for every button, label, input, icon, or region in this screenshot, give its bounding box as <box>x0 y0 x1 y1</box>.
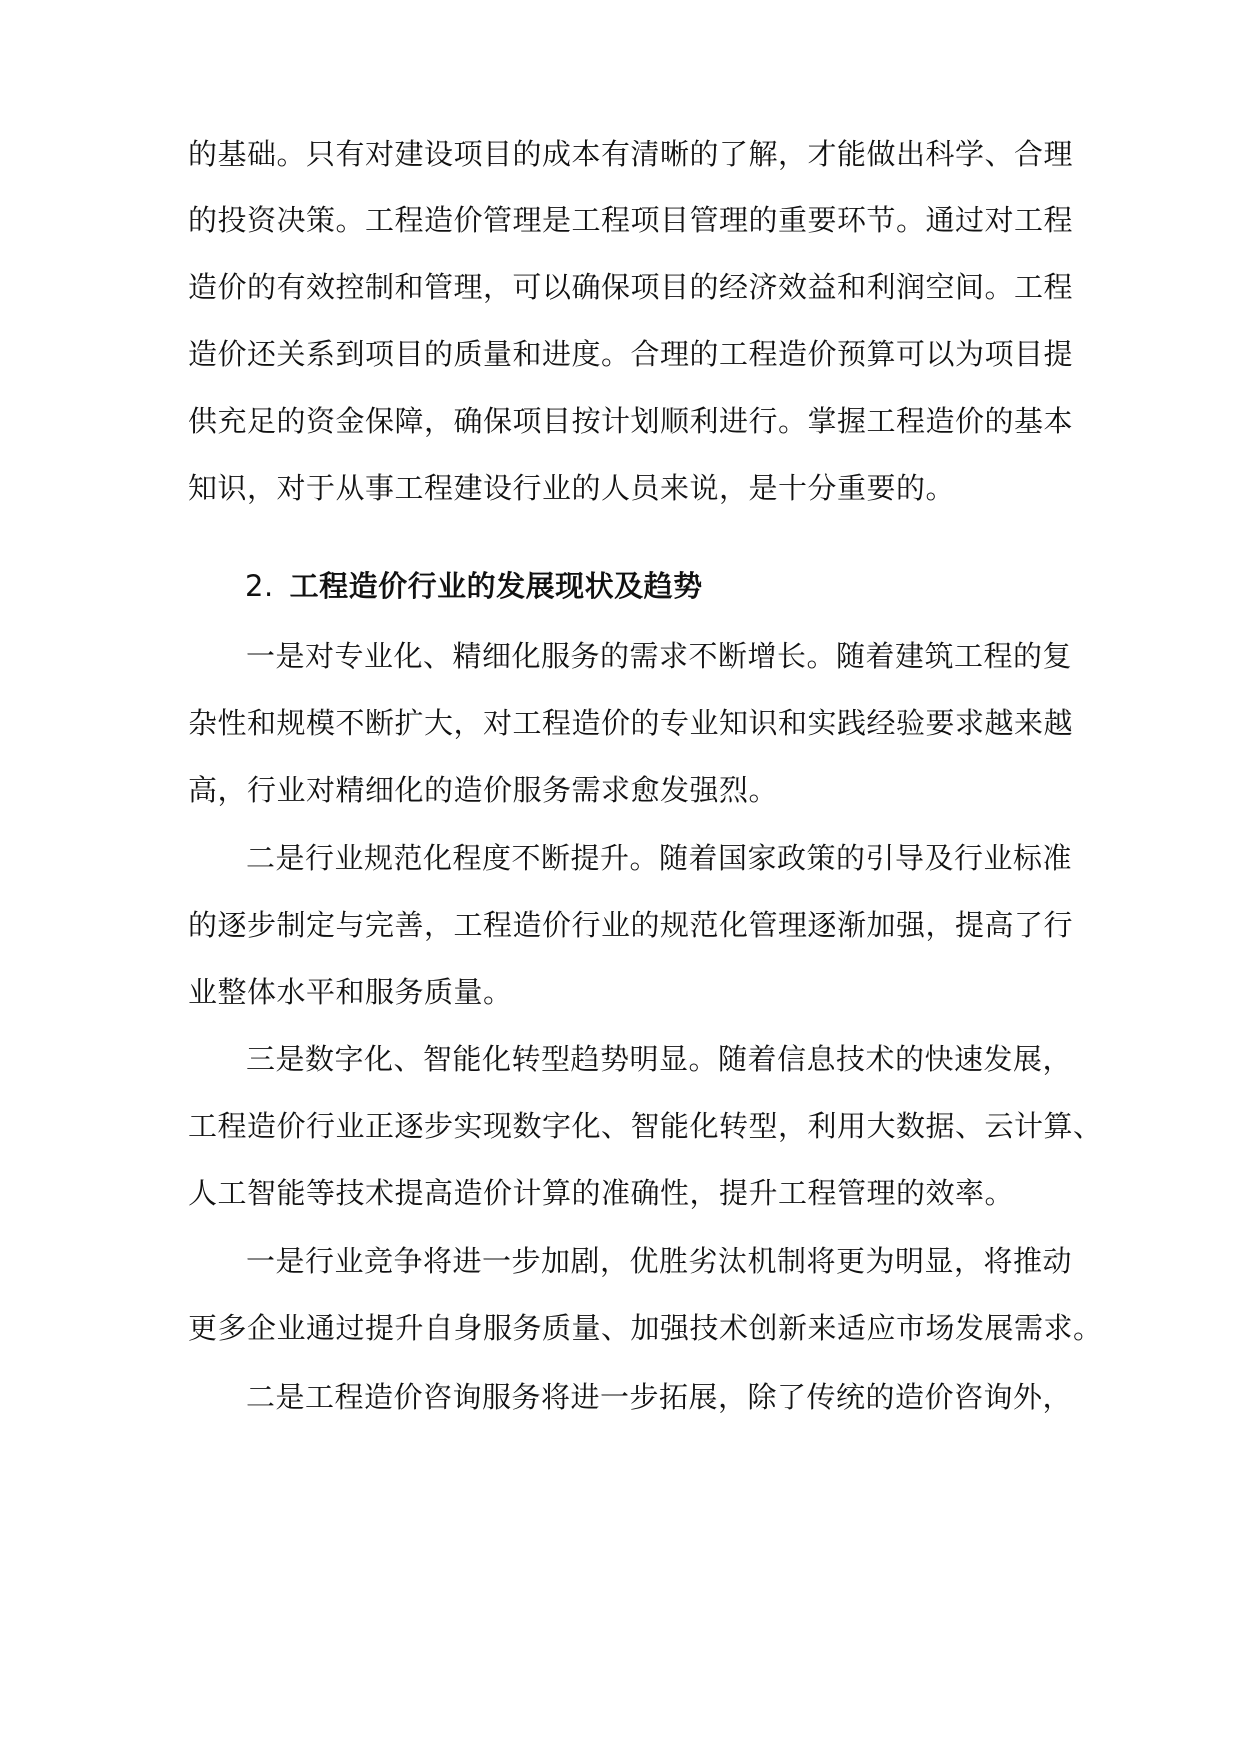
section-number: 2. <box>245 569 274 603</box>
paragraph-line: 的逐步制定与完善，工程造价行业的规范化管理逐渐加强，提高了行 <box>188 908 1074 942</box>
paragraph-line: 一是行业竞争将进一步加剧，优胜劣汰机制将更为明显，将推动 <box>246 1244 1073 1278</box>
paragraph-line: 知识，对于从事工程建设行业的人员来说，是十分重要的。 <box>188 471 956 505</box>
paragraph-line: 工程造价行业正逐步实现数字化、智能化转型，利用大数据、云计算、 <box>188 1109 1103 1143</box>
paragraph-line: 造价还关系到项目的质量和进度。合理的工程造价预算可以为项目提 <box>188 337 1074 371</box>
paragraph-line: 造价的有效控制和管理，可以确保项目的经济效益和利润空间。工程 <box>188 270 1074 304</box>
paragraph-line: 供充足的资金保障，确保项目按计划顺利进行。掌握工程造价的基本 <box>188 404 1074 438</box>
paragraph-line: 的基础。只有对建设项目的成本有清晰的了解，才能做出科学、合理 <box>188 137 1074 171</box>
paragraph-line: 业整体水平和服务质量。 <box>188 975 513 1009</box>
paragraph-line: 的投资决策。工程造价管理是工程项目管理的重要环节。通过对工程 <box>188 203 1074 237</box>
paragraph-line: 杂性和规模不断扩大，对工程造价的专业知识和实践经验要求越来越 <box>188 706 1074 740</box>
section-title: 工程造价行业的发展现状及趋势 <box>289 569 703 603</box>
paragraph-line: 二是行业规范化程度不断提升。随着国家政策的引导及行业标准 <box>246 841 1073 875</box>
paragraph-line: 人工智能等技术提高造价计算的准确性，提升工程管理的效率。 <box>188 1176 1015 1210</box>
section-heading <box>245 568 1105 604</box>
paragraph-line: 二是工程造价咨询服务将进一步拓展，除了传统的造价咨询外， <box>246 1380 1073 1414</box>
paragraph-line: 高，行业对精细化的造价服务需求愈发强烈。 <box>188 773 779 807</box>
paragraph-line: 一是对专业化、精细化服务的需求不断增长。随着建筑工程的复 <box>246 639 1073 673</box>
paragraph-line: 更多企业通过提升自身服务质量、加强技术创新来适应市场发展需求。 <box>188 1311 1103 1345</box>
paragraph-line: 三是数字化、智能化转型趋势明显。随着信息技术的快速发展， <box>246 1042 1073 1076</box>
